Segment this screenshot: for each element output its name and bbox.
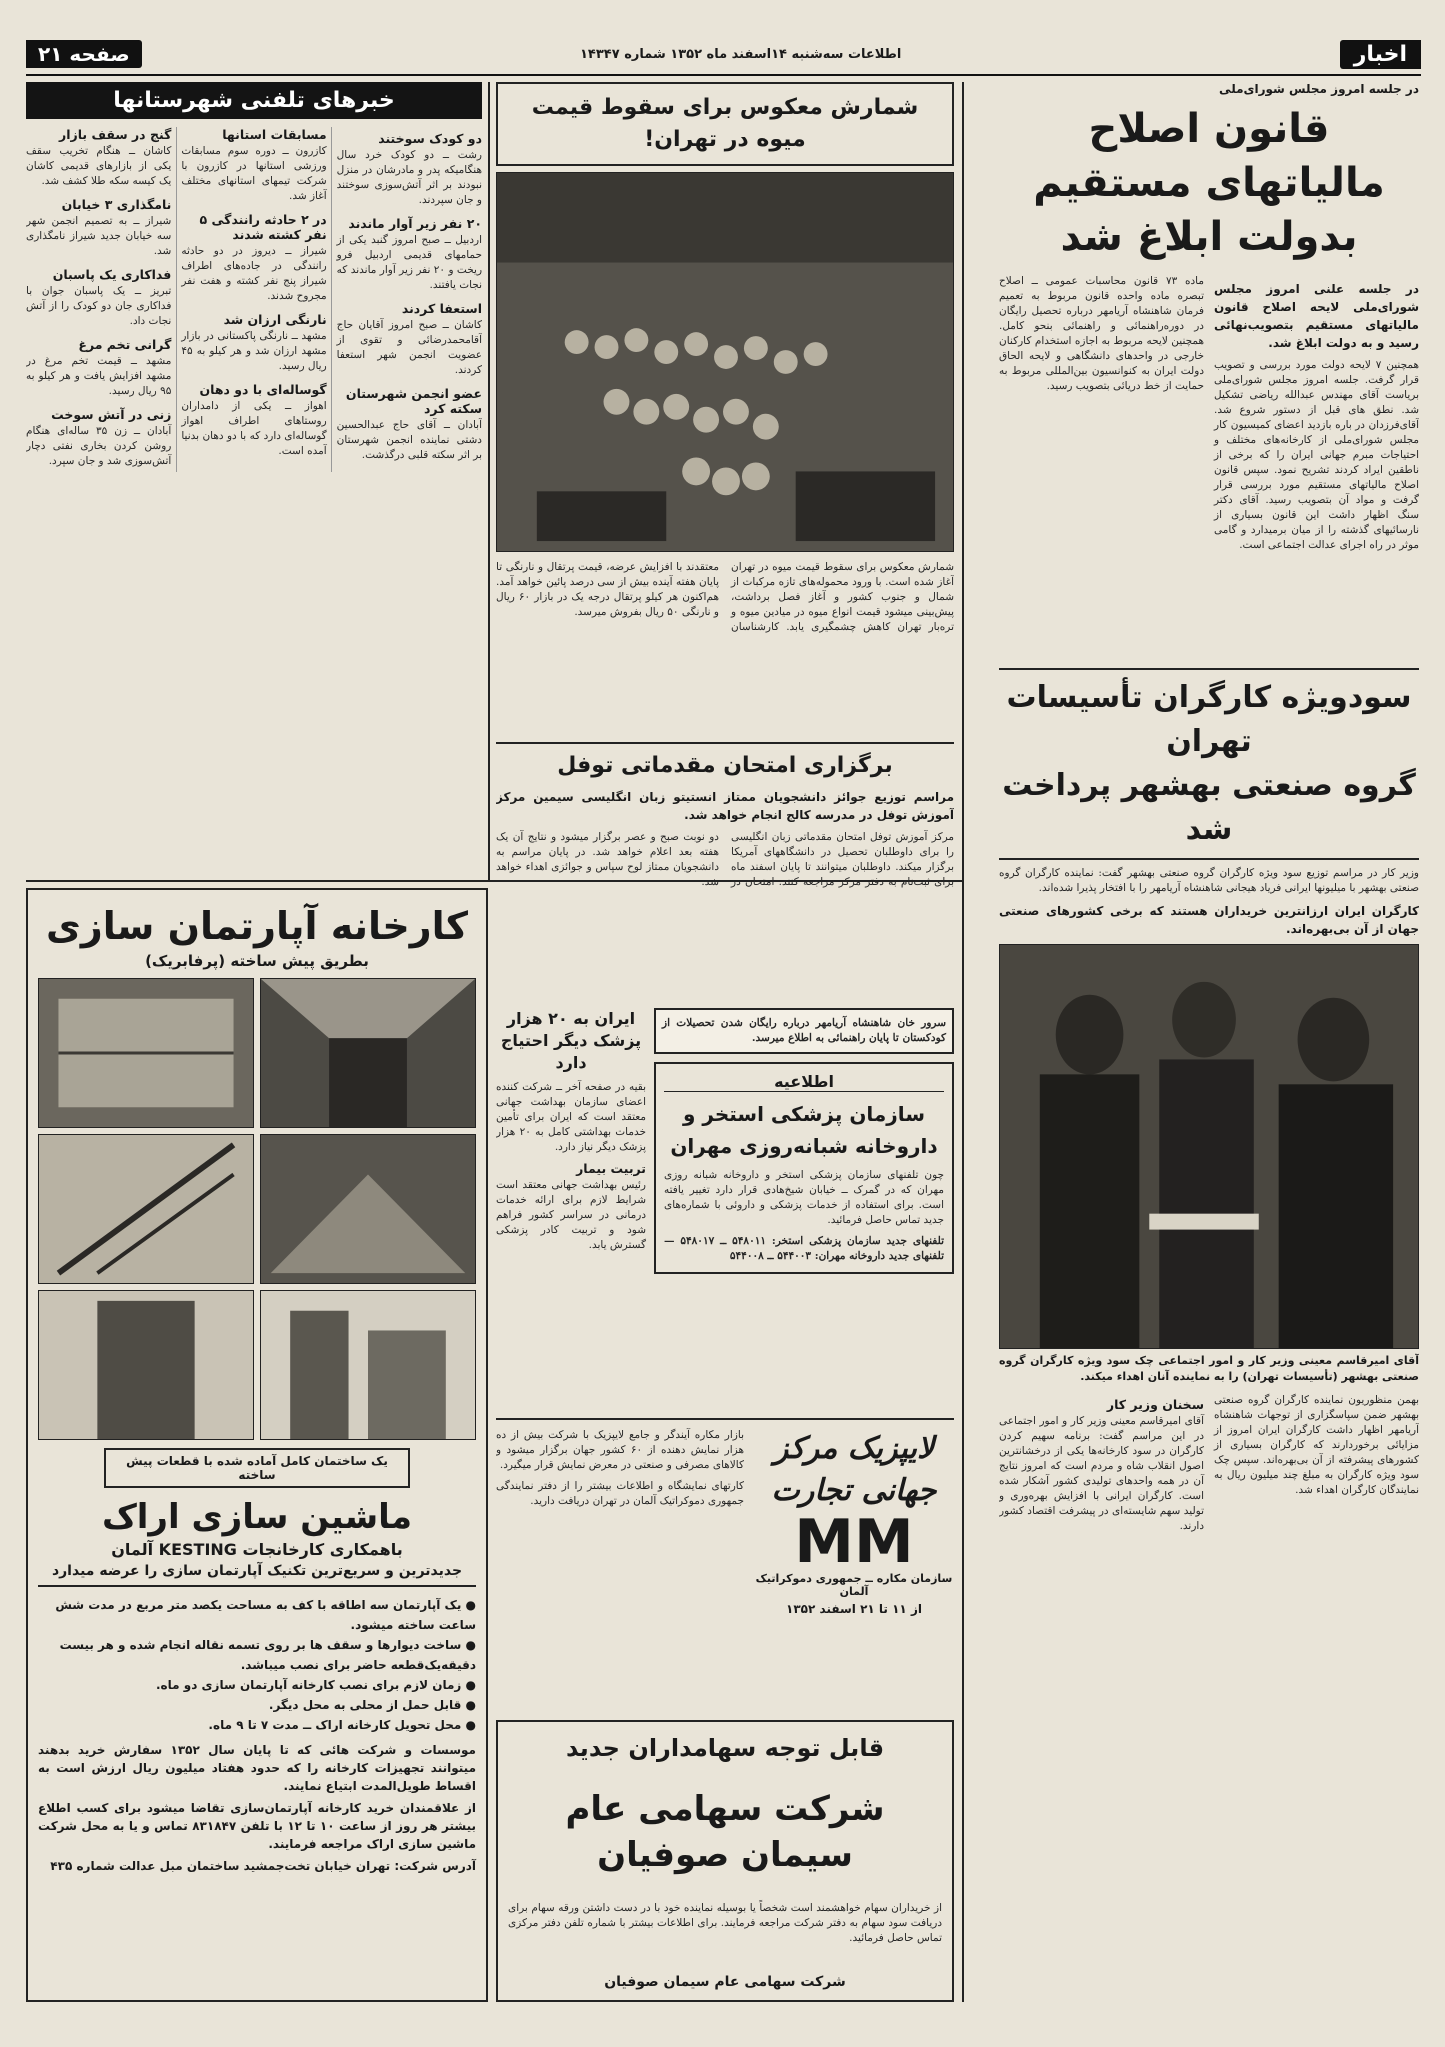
notice-phones: تلفنهای جدید سازمان پزشکی استخر: ۵۴۸۰۱۱ ــ ۵۴۸۰۱۷ — تلفنهای جدید داروخانه مهران: ۵۴۴۰۰۳ ــ ۵۴۴۰۰۸ [664, 1235, 944, 1262]
province-news-title: در ۲ حادثه رانندگی ۵ نفر کشته شدند [199, 212, 327, 242]
toefl-story [496, 742, 954, 1002]
page-number: صفحه ۲۱ [26, 40, 142, 68]
leipzig-body [496, 1428, 744, 1616]
workers-subhead: گروه صنعتی بهشهر پرداخت شد [1002, 768, 1416, 847]
province-news-title: دو کودک سوختند [378, 131, 482, 146]
leipzig-body-2-text: کارتهای نمایشگاه و اطلاعات بیشتر را از دفتر نمایندگی جمهوری دموکراتیک آلمان در تهران دریافت دارید. [496, 1480, 744, 1507]
leipzig-org: سازمان مکاره ــ جمهوری دموکراتیک آلمان [755, 1572, 953, 1598]
arak-partner: باهمکاری کارخانجات KESTING آلمان [111, 1540, 403, 1559]
province-news-title: زنی در آتش سوخت [51, 407, 172, 422]
province-news-text: شیراز ــ به تصمیم انجمن شهر سه خیابان جدید شیراز نامگذاری شد. [26, 215, 172, 257]
workers-headline: سودویژه کارگران تأسیسات تهران [1006, 680, 1412, 759]
province-news-item [337, 216, 482, 293]
province-news-item [181, 382, 326, 459]
doctors-body [496, 1080, 646, 1155]
provinces-banner: خبرهای تلفنی شهرستانها [26, 82, 482, 119]
fruit-market-photo-icon [497, 173, 953, 551]
arak-subtitle: بطریق پیش ساخته (پرفابریک) [145, 952, 369, 970]
sofian-body-text: از خریداران سهام خواهشمند است شخصاً یا بوسیله نماینده خود با در دست داشتن ورقه سهام برای دریافت سود سهام به دفتر شرکت مراجعه فرمایند. برای اطلاعات بیشتر با شماره تلفن دفتر مرکزی تماس حاصل فرمائید. [508, 1901, 942, 1944]
province-news-title: گرانی تخم مرغ [78, 337, 172, 352]
leipzig-logo-icon: MM [794, 1507, 914, 1577]
province-news-title: نارنگی ارزان شد [223, 312, 327, 327]
workers-body-2 [1214, 1393, 1419, 1540]
province-news-text: تبریز ــ یک پاسبان جوان با فداکاری جان دو کودک را از آتش نجات داد. [26, 285, 172, 327]
arak-ad [26, 888, 488, 2002]
arak-company: ماشین سازی اراک [101, 1497, 413, 1537]
province-news-title: فداکاری یک پاسبان [52, 267, 172, 282]
province-news-item [26, 197, 171, 259]
sofian-kicker: قابل توجه سهامداران جدید [565, 1734, 885, 1762]
lead-body [1214, 358, 1419, 553]
doctors-story [496, 1008, 646, 1408]
column-rule [488, 82, 490, 882]
panel-line-icon [39, 979, 253, 1127]
provinces-list [26, 127, 482, 472]
province-news-item [337, 301, 482, 378]
lead-body-text: همچنین ۷ لایحه دولت مورد بررسی و تصویب قرار گرفت. جلسه امروز مجلس شورای‌ملی بریاست آقای مهندس عبدالله ریاضی تشکیل شد. نطق های قبل از دستور شروع شد. آقای‌فرزدان در باره بازدید اعضای کمیسیون کار مجلس شورای‌ملی از کارخانه‌های مختلف و احتیاجات مبرم جهانی ایران را که برخی از ناطقین ایراد کردند تشریح نمود. سپس قانون اصلاح مالیاتهای مستقیم مورد بررسی قرار گرفت و مواد آن بتصویب رسید. آقای دکتر سنگ اظهار داشت این قانون بسیاری از نارسائیهای گذشته را از میان برمیدارد و گامی موثر در راه اجرای عدالت اجتماعی است. [1214, 359, 1419, 551]
province-news-item [26, 267, 171, 329]
building-photo [260, 1290, 476, 1440]
province-news-text: رشت ــ دو کودک خرد سال هنگامیکه پدر و مادرشان در منزل نبودند بر اثر آتش‌سوزی سوختند و جان سپردند. [336, 149, 482, 206]
fruit-photo [496, 172, 954, 552]
province-news-text: مشهد ــ قیمت تخم مرغ در مشهد افزایش یافت و هر کیلو به ۹۵ ریال رسید. [26, 355, 172, 397]
lead-body-2 [999, 274, 1204, 559]
province-news-item [337, 386, 482, 463]
arak-title: کارخانه آپارتمان سازی [46, 904, 468, 948]
workers-intro-text: وزیر کار در مراسم توزیع سود ویژه کارگران گروه صنعتی بهشهر گفت: نماینده کارگران گروه صنعتی بهشهر با میلیونها ایرانی فریاد هیجانی شاهنشاه آریامهر را با افتخار پذیرا شده‌اند. [999, 867, 1419, 894]
doctors-sub: تربیت بیمار [576, 1161, 646, 1176]
province-news-title: عضو انجمن شهرستان سکته کرد [345, 386, 482, 416]
leipzig-brand [754, 1428, 954, 1616]
issue-info: اطلاعات سه‌شنبه ۱۴اسفند ماه ۱۳۵۲ شماره ۱۴۳۴۷ [579, 46, 902, 62]
province-news-title: گوساله‌ای با دو دهان [199, 382, 327, 397]
province-news-title: ۲۰ نفر زیر آوار ماندند [348, 216, 482, 231]
province-news-text: اردبیل ــ صبح امروز گنبد یکی از حمامهای قدیمی اردبیل فرو ریخت و ۲۰ نفر زیر آوار ماندند که نجات یافتند. [336, 234, 482, 291]
province-news-title: مسابقات استانها [222, 127, 327, 142]
notice-body-text: چون تلفنهای سازمان پزشکی استخر و داروخانه شبانه روزی مهران که در گمرک ــ خیابان شیخ‌هادی قرار دارد تغییر یافته است. برای استفاده از خدمات پزشکی و داروئی با شماره‌های جدید تماس حاصل فرمائید. [664, 1169, 944, 1226]
fruit-body-text: شمارش معکوس برای سقوط قیمت میوه در تهران آغاز شده است. با ورود محموله‌های تازه مرکبات از شمال و جنوب کشور و آغاز فصل برداشت، پیش‌بینی میشود قیمت انواع میوه در میادین میوه و تره‌بار تهران کاهش چشمگیری یابد. کارشناسان معتقدند با افزایش عرضه، قیمت پرتقال و نارنگی تا پایان هفته آینده بیش از سی درصد پائین خواهد آمد. هم‌اکنون هر کیلو پرتقال درجه یک در بازار ۶۰ ریال و نارنگی ۵۰ ریال بفروش میرسد. [496, 561, 954, 633]
province-news-item [181, 212, 326, 304]
province-news-text: کازرون ــ دوره سوم مسابقات ورزشی استانها در کازرون با شرکت تیمهای استانهای مختلف آغاز شد. [181, 145, 327, 202]
notice-box [654, 1008, 954, 1408]
column-rule [962, 82, 964, 2002]
workers-intro [999, 866, 1419, 896]
factory-photo-3 [260, 1134, 476, 1284]
sofian-body [508, 1901, 942, 1952]
factory-hall-icon [261, 979, 475, 1127]
notice-label: اطلاعیه [664, 1072, 944, 1092]
notice-title: سازمان پزشکی استخر و داروخانه شبانه‌روزی مهران [670, 1102, 938, 1158]
lead-paragraph: در جلسه علنی امروز مجلس شورای‌ملی لایحه اصلاح قانون مالیاتهای مستقیم بتصویب‌نهائی رسید و به دولت ابلاغ شد. [1214, 282, 1419, 350]
province-news-text: آبادان ــ زن ۳۵ ساله‌ای هنگام روشن کردن بخاری نفتی دچار آتش‌سوزی شد و جان سپرد. [26, 425, 172, 467]
fruit-headline: شمارش معکوس برای سقوط قیمت میوه در تهران! [531, 95, 919, 152]
factory-photo-2 [38, 978, 254, 1128]
arak-feature: ● ساخت دیوارها و سقف ها بر روی تسمه نقاله انجام شده و هر بیست دقیقه‌یک‌قطعه حاضر برای نصب میباشد. [38, 1635, 476, 1675]
workers-story [999, 668, 1419, 2002]
toefl-lead: مراسم توزیع جوائز دانشجویان ممتاز انستیتو زبان انگلیسی سیمین مرکز آموزش توفل در مدرسه کالج انجام خواهد شد. [496, 790, 954, 822]
minister-block [999, 1393, 1204, 1540]
province-news-item [337, 131, 482, 208]
arak-feature: ● قابل حمل از محلی به محل دیگر. [38, 1695, 476, 1715]
arak-note: موسسات و شرکت هائی که تا پایان سال ۱۳۵۲ سفارش خرید بدهند میتوانند تجهیزات کارخانه را که حدود هفتاد میلیون ریال ارزش است به اقساط طویل‌المدت ابتیاع نمایند. [38, 1743, 476, 1793]
doctors-body-2 [496, 1178, 646, 1253]
arak-address: آدرس شرکت: تهران خیابان تخت‌جمشید ساختمان مبل عدالت شماره ۴۳۵ [50, 1859, 476, 1873]
lead-kicker: در جلسه امروز مجلس شورای‌ملی [1219, 82, 1419, 96]
doctors-body-2-text: رئیس بهداشت جهانی معتقد است شرایط لازم برای ارائه خدمات درمانی در سراسر کشور فراهم شود و تربیت کادر پزشکی گسترش یابد. [496, 1179, 646, 1251]
crane-icon [39, 1135, 253, 1283]
arak-feature: ● محل تحویل کارخانه اراک ــ مدت ۷ تا ۹ ماه. [38, 1715, 476, 1735]
tower-icon [39, 1291, 253, 1439]
notice-top-text: سرور خان شاهنشاه آریامهر درباره رایگان شدن تحصیلات از کودکستان تا پایان راهنمائی به اطلاع میرسد. [662, 1017, 946, 1044]
conveyor-icon [261, 1135, 475, 1283]
province-news-item [26, 407, 171, 469]
arak-features [38, 1595, 476, 1735]
workers-caption: آقای امیرقاسم معینی وزیر کار و امور اجتماعی چک سود ویژه کارگران گروه صنعتی بهشهر (تأسیسات تهران) را به نماینده آنان اهداء میکند. [999, 1354, 1419, 1383]
minister-subhead: سخنان وزیر کار [1106, 1397, 1204, 1412]
fruit-body [496, 560, 954, 635]
notice-body [664, 1168, 944, 1228]
province-news-title: استعفا کردند [401, 301, 482, 316]
people-photo-icon [1000, 945, 1418, 1348]
doctors-body-text: بقیه در صفحه آخر ــ شرکت کننده اعضای سازمان بهداشت جهانی معتقد است که ایران برای تأمین خدمات بهداشتی کامل به ۲۰ هزار پزشک دیگر نیاز دارد. [496, 1081, 646, 1153]
sofian-signature: شرکت سهامی عام سیمان صوفیان [604, 1973, 846, 1990]
lead-body-2-text: ماده ۷۳ قانون محاسبات عمومی ــ اصلاح تبصره ماده واحده قانون مربوط به تعمیم فرمان شاهنشاه آریامهر درباره تحصیل رایگان در دوره‌راهنمائی و راهنمائی بنحو کامل. همچنین لایحه مربوط به اجازه استخدام کارکنان خارجی در واحدهای دانشگاهی و لایحه الحاق دولت ایران به کنوانسیون بین‌المللی مربوط به حمایت از خط دریائی بتصویب رسید. [999, 275, 1205, 392]
factory-photo-1 [260, 978, 476, 1128]
arak-feature: ● یک آپارتمان سه اطاقه با کف به مساحت یکصد متر مربع در مدت شش ساعت ساخته میشود. [38, 1595, 476, 1635]
toefl-body-text: مرکز آموزش توفل امتحان مقدماتی زبان انگلیسی را برای داوطلبان تحصیل در دانشگاههای آمریکا برگزار میکند. داوطلبان میتوانند تا پایان اسفند ماه برای ثبت‌نام به دفتر مرکز مراجعه کنند. امتحان در دو نوبت صبح و عصر برگزار میشود و نتایج آن یک هفته بعد اعلام خواهد شد. در پایان مراسم به دانشجویان ممتاز لوح سپاس و جوائزی اهداء خواهد شد. [496, 831, 954, 888]
province-news-text: آبادان ــ آقای حاج عبدالحسین دشتی نماینده انجمن شهرستان بر اثر سکته قلبی درگذشت. [336, 419, 482, 461]
province-news-item [181, 312, 326, 374]
leipzig-title: لایپزیک مرکز جهانی تجارت [771, 1431, 937, 1508]
province-news-title: نامگذاری ۳ خیابان [61, 197, 172, 212]
masthead [26, 34, 1421, 76]
minister-body-text: آقای امیرقاسم معینی وزیر کار و امور اجتماعی در این مراسم گفت: برنامه سهیم کردن کارگران در سود کارخانه‌ها یکی از درخشانترین اصول انقلاب شاه و مردم است که امروز نتایج آن در همه واحدهای تولیدی کشور آشکار شده است. کارگران ایرانی با افزایش بهره‌وری و تولید سهم شایسته‌ای در پیشرفت اقتصاد کشور دارند. [999, 1415, 1204, 1532]
tower-photo [38, 1290, 254, 1440]
section-brand: اخبار [1340, 40, 1421, 69]
arak-tagline: جدیدترین و سریع‌ترین تکنیک آپارتمان سازی را عرضه میدارد [38, 1563, 476, 1587]
province-news-item [26, 127, 171, 189]
workers-lead: کارگران ایران ارزانترین‌ خریداران هستند که برخی کشورهای صنعتی جهان از آن بی‌بهره‌اند. [999, 904, 1419, 936]
workers-photo [999, 944, 1419, 1349]
province-news-title: گنج در سقف بازار [59, 127, 172, 142]
leipzig-dates: از ۱۱ تا ۲۱ اسفند ۱۳۵۲ [786, 1602, 922, 1616]
sofian-ad [496, 1720, 954, 2002]
workers-body-2-text: بهمن منظوریون نماینده کارگران گروه صنعتی بهشهر ضمن سپاسگزاری از توجهات شاهنشاه آریامهر اظهار داشت کارگران ایران امروز از مزایائی برخوردارند که کارگران بسیاری از کشورهای پیشرفته از آن بی‌بهره‌اند. سپس چک سود ویژه کارگران به مبلغ چند میلیون ریال به نمایندگان کارگران اهداء شد. [1214, 1394, 1419, 1496]
arak-feature: ● زمان لازم برای نصب کارخانه آپارتمان سازی دو ماه. [38, 1675, 476, 1695]
province-news-text: کاشان ــ هنگام تخریب سقف یکی از بازارهای قدیمی کاشان یک کیسه سکه طلا کشف شد. [26, 145, 172, 187]
toefl-body [496, 830, 954, 893]
fruit-story [496, 82, 954, 742]
arak-photos [38, 978, 476, 1440]
province-news-text: کاشان ــ صبح امروز آقایان حاج آقامحمدرضائی و تقوی از عضویت انجمن شهر استعفا کردند. [336, 319, 482, 376]
province-news-item [181, 127, 326, 204]
leipzig-ad [496, 1418, 954, 1718]
lead-story [999, 82, 1419, 662]
building-icon [261, 1291, 475, 1439]
lead-headline: قانون اصلاح مالیاتهای مستقیم بدولت ابلاغ شد [1033, 106, 1385, 260]
leipzig-body-text: بازار مکاره آیندگر و جامع لایپزیک با شرکت بیش از ده هزار نمایش دهنده از ۶۰ کشور جهان برگزار میشود و کالاهای مصرفی و صنعتی در معرض نمایش قرار میگیرد. [496, 1429, 744, 1471]
province-news-text: اهواز ــ یکی از دامداران روستاهای اطراف اهواز گوساله‌ای دارد که با دو دهان بدنیا آمده است. [181, 400, 327, 457]
factory-photo-4 [38, 1134, 254, 1284]
provinces-news [26, 82, 482, 872]
province-news-text: شیراز ــ دیروز در دو حادثه رانندگی در جاده‌های اطراف شیراز پنج نفر کشته و هفت نفر مجروح شدند. [181, 245, 327, 302]
sofian-title: شرکت سهامی عام سیمان صوفیان [565, 1789, 885, 1876]
arak-photo-caption: یک ساختمان کامل آماده شده با قطعات پیش ساخته [104, 1448, 411, 1488]
doctors-headline: ایران به ۲۰ هزار پزشک دیگر احتیاج دارد [500, 1009, 642, 1072]
toefl-headline: برگزاری امتحان مقدماتی توفل [557, 753, 893, 778]
province-news-text: مشهد ــ نارنگی پاکستانی در بازار مشهد ارزان شد و هر کیلو به ۴۵ ریال رسید. [181, 330, 327, 372]
arak-note-2: از علاقمندان خرید کارخانه آپارتمان‌سازی تقاضا میشود برای کسب اطلاع بیشتر هر روز از ساعت ۱۰ تا ۱۲ با تلفن ۸۳۱۸۴۷ تماس و یا به محل شرکت ماشین سازی اراک مراجعه فرمایند. [38, 1801, 477, 1851]
province-news-item [26, 337, 171, 399]
